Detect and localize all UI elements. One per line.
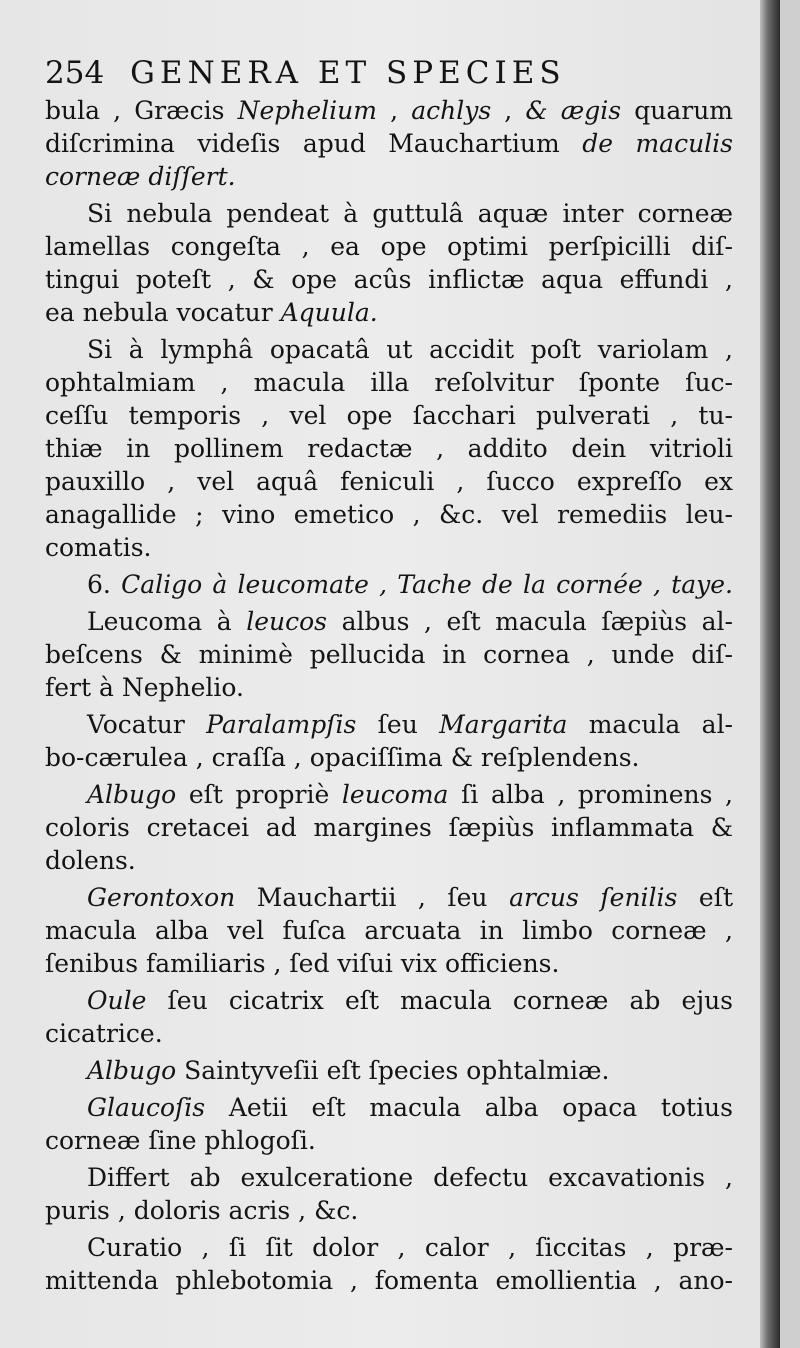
paragraph [45, 605, 733, 704]
text-line: fert à Nephelio. [45, 673, 244, 702]
text-line: macula alba vel fuſca arcuata in limbo corneæ , [45, 916, 733, 945]
text-line: ceſſu temporis , vel ope ſacchari pulverati , tu- [45, 401, 733, 430]
section-heading [45, 568, 733, 601]
text-line: Si à lymphâ opacatâ ut accidit poſt variolam , [87, 335, 733, 364]
text-line: lamellas congeſta , ea ope optimi perſpicilli diſ- [45, 232, 733, 261]
text-line: 6. Caligo à leucomate , Tache de la cornée , taye. [87, 570, 733, 599]
text-line: corneæ ſine phlogoſi. [45, 1126, 316, 1155]
text-line: corneæ diſſert. [45, 162, 236, 191]
paragraph [45, 708, 733, 774]
paragraph [45, 94, 733, 193]
text-line: coloris cretacei ad margines ſæpiùs inflammata & [45, 813, 733, 842]
running-title: GENERA ET SPECIES [130, 55, 566, 91]
text-line: diſcrimina videſis apud Mauchartium de maculis [45, 129, 734, 158]
text-line: Differt ab exulceratione defectu excavationis , [87, 1163, 733, 1192]
text-line: ſenibus familiaris , ſed viſui vix officiens. [45, 949, 560, 978]
text-line: thiæ in pollinem redactæ , addito dein vitrioli [45, 434, 733, 463]
text-line: Si nebula pendeat à guttulâ aquæ inter corneæ [87, 199, 733, 228]
page-text [45, 52, 733, 1297]
text-line: Curatio , ſi ſit dolor , calor , ſiccitas , præ- [87, 1233, 733, 1262]
paragraph [45, 1161, 733, 1227]
text-line: anagallide ; vino emetico , &c. vel remediis leu- [45, 500, 733, 529]
paragraph [45, 197, 733, 329]
text-line: tingui poteſt , & ope acûs inflictæ aqua effundi , [45, 265, 733, 294]
page-number: 254 [45, 55, 105, 91]
text-line: bo-cærulea , craſſa , opaciſſima & reſplendens. [45, 743, 640, 772]
paragraph [45, 1091, 733, 1157]
text-line: Albugo eſt propriè leucoma ſi alba , prominens , [87, 780, 734, 809]
text-line: Glaucoſis Aetii eſt macula alba opaca totius [87, 1093, 733, 1122]
paragraph [45, 881, 733, 980]
text-line: puris , doloris acris , &c. [45, 1196, 359, 1225]
page-edge [760, 0, 780, 1348]
text-line: ophtalmiam , macula illa reſolvitur ſponte ſuc- [45, 368, 733, 397]
text-line: bula , Græcis Nephelium , achlys , & ægis quarum [45, 96, 734, 125]
text-line: Gerontoxon Mauchartii , ſeu arcus ſenilis eſt [87, 883, 734, 912]
text-line: Oule ſeu cicatrix eſt macula corneæ ab ejus [87, 986, 733, 1015]
paragraph [45, 984, 733, 1050]
text-line: dolens. [45, 846, 136, 875]
running-header [45, 52, 733, 94]
text-line: Vocatur Paralampſis ſeu Margarita macula al- [87, 710, 734, 739]
paragraph [45, 1231, 733, 1297]
text-line: pauxillo , vel aquâ feniculi , ſucco expreſſo ex [45, 467, 733, 496]
text-line: ea nebula vocatur Aquula. [45, 298, 378, 327]
paragraph [45, 333, 733, 564]
text-line: cicatrice. [45, 1019, 163, 1048]
text-line: beſcens & minimè pellucida in cornea , unde diſ- [45, 640, 733, 669]
text-line: Albugo Saintyveſii eſt ſpecies ophtalmiæ. [87, 1056, 610, 1085]
paragraph [45, 778, 733, 877]
text-line: mittenda phlebotomia , fomenta emollientia , ano- [45, 1266, 733, 1295]
text-line: comatis. [45, 533, 152, 562]
text-line: Leucoma à leucos albus , eſt macula ſæpiùs al- [87, 607, 733, 636]
paragraph [45, 1054, 733, 1087]
